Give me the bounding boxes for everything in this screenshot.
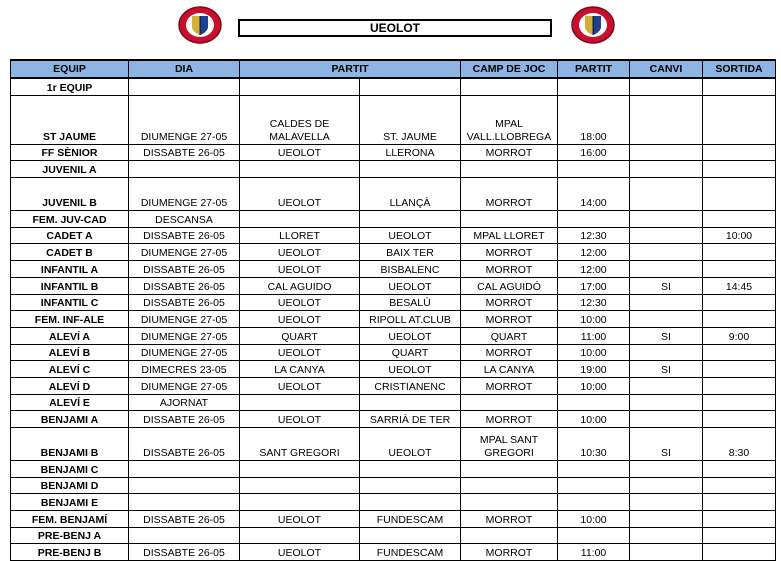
date-cell: DISSABTE 26-05 xyxy=(129,227,240,244)
home-team-cell: UEOLOT xyxy=(240,311,360,328)
date-cell: DIUMENGE 27-05 xyxy=(129,344,240,361)
departure-cell xyxy=(703,161,776,178)
change-cell xyxy=(630,461,703,478)
table-row xyxy=(11,428,776,461)
team-cell: ALEVÍ A xyxy=(11,327,129,344)
date-cell xyxy=(129,477,240,494)
time-cell: 10:00 xyxy=(558,377,630,394)
venue-cell: MORROT xyxy=(461,377,558,394)
section-row xyxy=(11,78,776,95)
home-team-cell xyxy=(240,527,360,544)
home-team-cell xyxy=(240,494,360,511)
away-team-cell: CRISTIANENC xyxy=(360,377,461,394)
change-cell xyxy=(630,144,703,161)
departure-cell: 14:45 xyxy=(703,277,776,294)
date-cell: AJORNAT xyxy=(129,394,240,411)
time-cell xyxy=(558,461,630,478)
away-team-cell: RIPOLL AT.CLUB xyxy=(360,311,461,328)
away-team-cell: ST. JAUME xyxy=(360,95,461,144)
table-row xyxy=(11,261,776,278)
venue-cell: MORROT xyxy=(461,244,558,261)
home-team-cell xyxy=(240,477,360,494)
date-cell xyxy=(129,494,240,511)
change-cell xyxy=(630,511,703,528)
home-team-cell: LA CANYA xyxy=(240,361,360,378)
col-partit: PARTIT xyxy=(240,60,461,78)
venue-cell xyxy=(461,494,558,511)
home-team-cell: SANT GREGORI xyxy=(240,428,360,461)
venue-cell: MORROT xyxy=(461,311,558,328)
home-team-cell: CAL AGUIDO xyxy=(240,277,360,294)
departure-cell xyxy=(703,394,776,411)
col-camp: CAMP DE JOC xyxy=(461,60,558,78)
table-row xyxy=(11,411,776,428)
date-cell: DISSABTE 26-05 xyxy=(129,261,240,278)
col-hora: PARTIT xyxy=(558,60,630,78)
date-cell: DIUMENGE 27-05 xyxy=(129,244,240,261)
time-cell: 10:00 xyxy=(558,344,630,361)
venue-cell xyxy=(461,461,558,478)
venue-cell: MORROT xyxy=(461,294,558,311)
team-cell: JUVENIL B xyxy=(11,178,129,211)
date-cell: DISSABTE 26-05 xyxy=(129,511,240,528)
team-cell: PRE-BENJ A xyxy=(11,527,129,544)
change-cell xyxy=(630,411,703,428)
team-cell: ALEVÍ C xyxy=(11,361,129,378)
away-team-cell: QUART xyxy=(360,344,461,361)
table-row xyxy=(11,311,776,328)
table-row xyxy=(11,344,776,361)
date-cell: DISSABTE 26-05 xyxy=(129,144,240,161)
away-team-cell: BISBALENC xyxy=(360,261,461,278)
table-row xyxy=(11,461,776,478)
team-cell: CADET B xyxy=(11,244,129,261)
team-cell: BENJAMI D xyxy=(11,477,129,494)
club-crest-icon xyxy=(178,6,222,44)
team-cell: INFANTIL C xyxy=(11,294,129,311)
time-cell: 12:00 xyxy=(558,244,630,261)
table-row xyxy=(11,178,776,211)
date-cell: DESCANSA xyxy=(129,211,240,228)
team-cell: FEM. BENJAMÍ xyxy=(11,511,129,528)
home-team-cell: UEOLOT xyxy=(240,511,360,528)
time-cell xyxy=(558,494,630,511)
table-row xyxy=(11,394,776,411)
time-cell xyxy=(558,211,630,228)
departure-cell xyxy=(703,244,776,261)
departure-cell: 9:00 xyxy=(703,327,776,344)
team-cell: BENJAMI B xyxy=(11,428,129,461)
table-row xyxy=(11,294,776,311)
away-team-cell: BAIX TER xyxy=(360,244,461,261)
change-cell: SI xyxy=(630,428,703,461)
team-cell: JUVENIL A xyxy=(11,161,129,178)
date-cell: DIMECRES 23-05 xyxy=(129,361,240,378)
venue-cell: MORROT xyxy=(461,544,558,561)
home-team-cell: UEOLOT xyxy=(240,178,360,211)
home-team-cell: UEOLOT xyxy=(240,411,360,428)
time-cell: 11:00 xyxy=(558,327,630,344)
change-cell xyxy=(630,95,703,144)
team-cell: INFANTIL A xyxy=(11,261,129,278)
departure-cell xyxy=(703,527,776,544)
date-cell: DISSABTE 26-05 xyxy=(129,428,240,461)
date-cell: DIUMENGE 27-05 xyxy=(129,311,240,328)
date-cell: DIUMENGE 27-05 xyxy=(129,377,240,394)
departure-cell xyxy=(703,544,776,561)
col-sortida: SORTIDA xyxy=(703,60,776,78)
time-cell: 10:00 xyxy=(558,511,630,528)
home-team-cell xyxy=(240,211,360,228)
table-row xyxy=(11,244,776,261)
away-team-cell: SARRIÀ DE TER xyxy=(360,411,461,428)
date-cell: DISSABTE 26-05 xyxy=(129,544,240,561)
departure-cell xyxy=(703,361,776,378)
change-cell xyxy=(630,227,703,244)
venue-cell: MORROT xyxy=(461,411,558,428)
venue-cell: MORROT xyxy=(461,261,558,278)
time-cell: 10:00 xyxy=(558,311,630,328)
venue-cell: MPAL VALL.LLOBREGA xyxy=(461,95,558,144)
away-team-cell xyxy=(360,494,461,511)
time-cell: 14:00 xyxy=(558,178,630,211)
home-team-cell xyxy=(240,461,360,478)
departure-cell: 8:30 xyxy=(703,428,776,461)
date-cell: DIUMENGE 27-05 xyxy=(129,327,240,344)
departure-cell xyxy=(703,178,776,211)
away-team-cell: FUNDESCAM xyxy=(360,511,461,528)
departure-cell xyxy=(703,411,776,428)
departure-cell xyxy=(703,261,776,278)
date-cell xyxy=(129,527,240,544)
team-cell: ALEVÍ E xyxy=(11,394,129,411)
time-cell: 17:00 xyxy=(558,277,630,294)
departure-cell xyxy=(703,211,776,228)
date-cell: DISSABTE 26-05 xyxy=(129,411,240,428)
venue-cell xyxy=(461,527,558,544)
team-cell: FEM. INF-ALE xyxy=(11,311,129,328)
venue-cell: MORROT xyxy=(461,511,558,528)
team-cell: ALEVÍ B xyxy=(11,344,129,361)
team-cell: ST JAUME xyxy=(11,95,129,144)
time-cell: 12:30 xyxy=(558,294,630,311)
away-team-cell: UEOLOT xyxy=(360,277,461,294)
table-row xyxy=(11,494,776,511)
away-team-cell: FUNDESCAM xyxy=(360,544,461,561)
venue-cell xyxy=(461,161,558,178)
departure-cell xyxy=(703,144,776,161)
col-equip: EQUIP xyxy=(11,60,129,78)
date-cell: DIUMENGE 27-05 xyxy=(129,178,240,211)
page-title: UEOLOT xyxy=(238,19,552,37)
change-cell xyxy=(630,544,703,561)
home-team-cell: UEOLOT xyxy=(240,377,360,394)
change-cell xyxy=(630,344,703,361)
departure-cell xyxy=(703,294,776,311)
change-cell xyxy=(630,477,703,494)
time-cell: 12:30 xyxy=(558,227,630,244)
col-dia: DIA xyxy=(129,60,240,78)
change-cell: SI xyxy=(630,277,703,294)
table-row xyxy=(11,361,776,378)
departure-cell xyxy=(703,511,776,528)
departure-cell xyxy=(703,344,776,361)
team-cell: CADET A xyxy=(11,227,129,244)
home-team-cell: UEOLOT xyxy=(240,544,360,561)
away-team-cell: UEOLOT xyxy=(360,227,461,244)
team-cell: PRE-BENJ B xyxy=(11,544,129,561)
away-team-cell: LLANÇÀ xyxy=(360,178,461,211)
away-team-cell: UEOLOT xyxy=(360,361,461,378)
time-cell: 12:00 xyxy=(558,261,630,278)
venue-cell: CAL AGUIDÓ xyxy=(461,277,558,294)
away-team-cell: UEOLOT xyxy=(360,327,461,344)
departure-cell xyxy=(703,377,776,394)
change-cell xyxy=(630,211,703,228)
departure-cell xyxy=(703,477,776,494)
venue-cell: MORROT xyxy=(461,144,558,161)
home-team-cell xyxy=(240,394,360,411)
time-cell: 19:00 xyxy=(558,361,630,378)
club-crest-icon xyxy=(571,6,615,44)
departure-cell xyxy=(703,95,776,144)
team-cell: BENJAMI A xyxy=(11,411,129,428)
team-cell: FEM. JUV-CAD xyxy=(11,211,129,228)
date-cell xyxy=(129,161,240,178)
departure-cell xyxy=(703,311,776,328)
time-cell: 11:00 xyxy=(558,544,630,561)
change-cell: SI xyxy=(630,361,703,378)
away-team-cell xyxy=(360,461,461,478)
time-cell xyxy=(558,527,630,544)
venue-cell: QUART xyxy=(461,327,558,344)
time-cell: 10:30 xyxy=(558,428,630,461)
date-cell: DISSABTE 26-05 xyxy=(129,277,240,294)
away-team-cell xyxy=(360,211,461,228)
venue-cell xyxy=(461,477,558,494)
venue-cell: MPAL SANT GREGORI xyxy=(461,428,558,461)
home-team-cell xyxy=(240,161,360,178)
venue-cell: MPAL LLORET xyxy=(461,227,558,244)
change-cell xyxy=(630,527,703,544)
team-cell: BENJAMI E xyxy=(11,494,129,511)
away-team-cell: BESALÚ xyxy=(360,294,461,311)
table-row xyxy=(11,511,776,528)
home-team-cell: CALDES DE MALAVELLA xyxy=(240,95,360,144)
date-cell: DISSABTE 26-05 xyxy=(129,294,240,311)
change-cell xyxy=(630,244,703,261)
time-cell: 16:00 xyxy=(558,144,630,161)
table-row xyxy=(11,527,776,544)
table-row xyxy=(11,144,776,161)
time-cell: 10:00 xyxy=(558,411,630,428)
time-cell xyxy=(558,477,630,494)
table-row xyxy=(11,477,776,494)
away-team-cell xyxy=(360,161,461,178)
team-cell: BENJAMI C xyxy=(11,461,129,478)
table-row xyxy=(11,277,776,294)
away-team-cell: UEOLOT xyxy=(360,428,461,461)
home-team-cell: UEOLOT xyxy=(240,344,360,361)
change-cell xyxy=(630,377,703,394)
venue-cell: MORROT xyxy=(461,344,558,361)
change-cell xyxy=(630,494,703,511)
table-row xyxy=(11,544,776,561)
table-row xyxy=(11,227,776,244)
change-cell xyxy=(630,178,703,211)
team-cell: FF SÈNIOR xyxy=(11,144,129,161)
venue-cell xyxy=(461,211,558,228)
table-row xyxy=(11,327,776,344)
away-team-cell: LLERONA xyxy=(360,144,461,161)
away-team-cell xyxy=(360,477,461,494)
venue-cell: LA CANYA xyxy=(461,361,558,378)
schedule-table xyxy=(10,59,776,561)
section-label: 1r EQUIP xyxy=(11,78,129,95)
venue-cell xyxy=(461,394,558,411)
departure-cell: 10:00 xyxy=(703,227,776,244)
away-team-cell xyxy=(360,527,461,544)
change-cell xyxy=(630,294,703,311)
home-team-cell: UEOLOT xyxy=(240,294,360,311)
home-team-cell: UEOLOT xyxy=(240,244,360,261)
team-cell: INFANTIL B xyxy=(11,277,129,294)
table-row xyxy=(11,95,776,144)
change-cell xyxy=(630,261,703,278)
time-cell: 18:00 xyxy=(558,95,630,144)
change-cell: SI xyxy=(630,327,703,344)
col-canvi: CANVI xyxy=(630,60,703,78)
team-cell: ALEVÍ D xyxy=(11,377,129,394)
venue-cell: MORROT xyxy=(461,178,558,211)
table-header xyxy=(11,60,776,78)
change-cell xyxy=(630,311,703,328)
table-row xyxy=(11,377,776,394)
date-cell xyxy=(129,461,240,478)
table-row xyxy=(11,161,776,178)
home-team-cell: LLORET xyxy=(240,227,360,244)
departure-cell xyxy=(703,461,776,478)
change-cell xyxy=(630,161,703,178)
date-cell: DIUMENGE 27-05 xyxy=(129,95,240,144)
departure-cell xyxy=(703,494,776,511)
home-team-cell: UEOLOT xyxy=(240,261,360,278)
table-row xyxy=(11,211,776,228)
home-team-cell: QUART xyxy=(240,327,360,344)
home-team-cell: UEOLOT xyxy=(240,144,360,161)
time-cell xyxy=(558,394,630,411)
time-cell xyxy=(558,161,630,178)
change-cell xyxy=(630,394,703,411)
away-team-cell xyxy=(360,394,461,411)
